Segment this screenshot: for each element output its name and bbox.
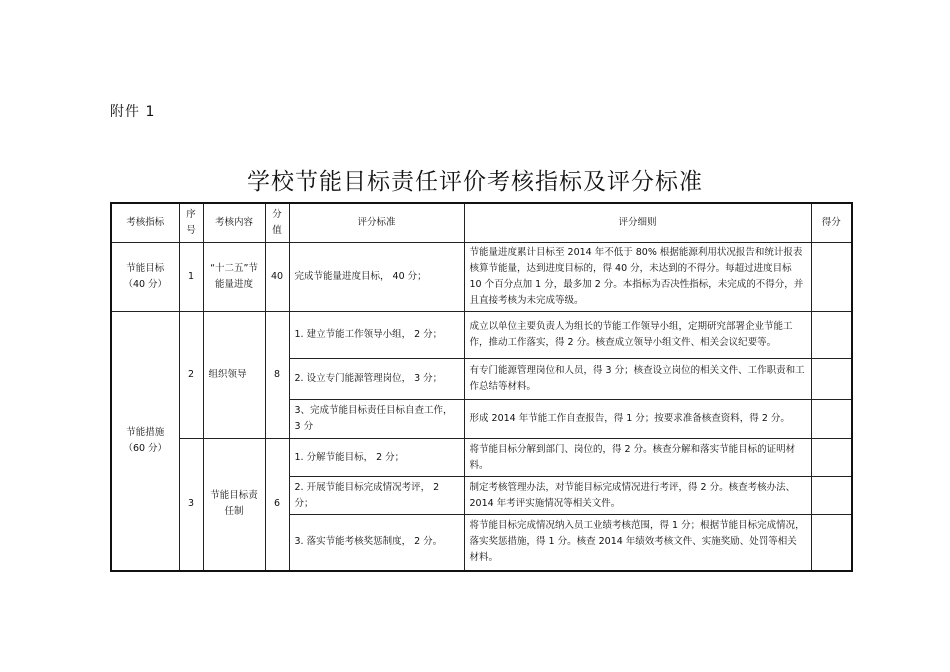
attachment-label: 附件 1 xyxy=(110,104,156,120)
page-title: 学校节能目标责任评价考核指标及评分标准 xyxy=(247,169,703,195)
indicator-cell: 节能措施（60 分） xyxy=(111,312,179,571)
header-indicator: 考核指标 xyxy=(111,203,179,243)
points-cell xyxy=(811,515,852,571)
points-cell xyxy=(811,439,852,477)
detail-cell: 将节能目标完成情况纳入员工业绩考核范围，得 1 分；根据节能目标完成情况，落实奖惩措施，得 1 分。核查 2014 年绩效考核文件、实施奖励、处罚等相关材料。 xyxy=(464,515,811,571)
points-cell xyxy=(811,312,852,359)
detail-cell: 将节能目标分解到部门、岗位的，得 2 分。核查分解和落实节能目标的证明材料。 xyxy=(464,439,811,477)
detail-cell: 有专门能源管理岗位和人员，得 3 分；核查设立岗位的相关文件、工作职责和工作总结等材料。 xyxy=(464,359,811,400)
points-cell xyxy=(811,359,852,400)
evaluation-table xyxy=(110,202,853,572)
header-score: 分值 xyxy=(265,203,289,243)
header-standard: 评分标准 xyxy=(289,203,464,243)
standard-cell: 完成节能量进度目标， 40 分； xyxy=(289,243,464,312)
seq-cell: 3 xyxy=(179,439,203,571)
points-cell xyxy=(811,477,852,515)
detail-cell: 成立以单位主要负责人为组长的节能工作领导小组，定期研究部署企业节能工作，推动工作落实，得 2 分。核查成立领导小组文件、相关会议纪要等。 xyxy=(464,312,811,359)
table-row xyxy=(111,439,852,477)
table-row xyxy=(111,243,852,312)
standard-cell: 3. 落实节能考核奖惩制度， 2 分。 xyxy=(289,515,464,571)
points-cell xyxy=(811,243,852,312)
header-detail: 评分细则 xyxy=(464,203,811,243)
standard-cell: 1. 分解节能目标， 2 分； xyxy=(289,439,464,477)
standard-cell: 2. 开展节能目标完成情况考评， 2 分； xyxy=(289,477,464,515)
standard-cell: 2. 设立专门能源管理岗位， 3 分； xyxy=(289,359,464,400)
content-cell: 节能目标责任制 xyxy=(203,439,265,571)
content-cell: “十二五”节能量进度 xyxy=(203,243,265,312)
seq-cell: 1 xyxy=(179,243,203,312)
detail-cell: 形成 2014 年节能工作自查报告，得 1 分；按要求准备核查资料，得 2 分。 xyxy=(464,400,811,439)
header-content: 考核内容 xyxy=(203,203,265,243)
points-cell xyxy=(811,400,852,439)
content-cell: 组织领导 xyxy=(203,312,265,439)
standard-cell: 3、完成节能目标责任目标自查工作， 3 分 xyxy=(289,400,464,439)
table-row xyxy=(111,312,852,359)
score-cell: 8 xyxy=(265,312,289,439)
table-header-row xyxy=(111,203,852,243)
detail-cell: 制定考核管理办法，对节能目标完成情况进行考评，得 2 分。核查考核办法、 2014 年考评实施情况等相关文件。 xyxy=(464,477,811,515)
header-seq: 序号 xyxy=(179,203,203,243)
score-cell: 40 xyxy=(265,243,289,312)
standard-cell: 1. 建立节能工作领导小组， 2 分； xyxy=(289,312,464,359)
indicator-cell: 节能目标（40 分） xyxy=(111,243,179,312)
score-cell: 6 xyxy=(265,439,289,571)
header-points: 得分 xyxy=(811,203,852,243)
seq-cell: 2 xyxy=(179,312,203,439)
detail-cell: 节能量进度累计目标至 2014 年不低于 80% 根据能源利用状况报告和统计报表核算节能量，达到进度目标的，得 40 分，未达到的不得分。每超过进度目标 10 个百分点加 1 分，最多加 2 分。本指标为否决性指标，未完成的不得分，并且直接考核为未完成等级。 xyxy=(464,243,811,312)
